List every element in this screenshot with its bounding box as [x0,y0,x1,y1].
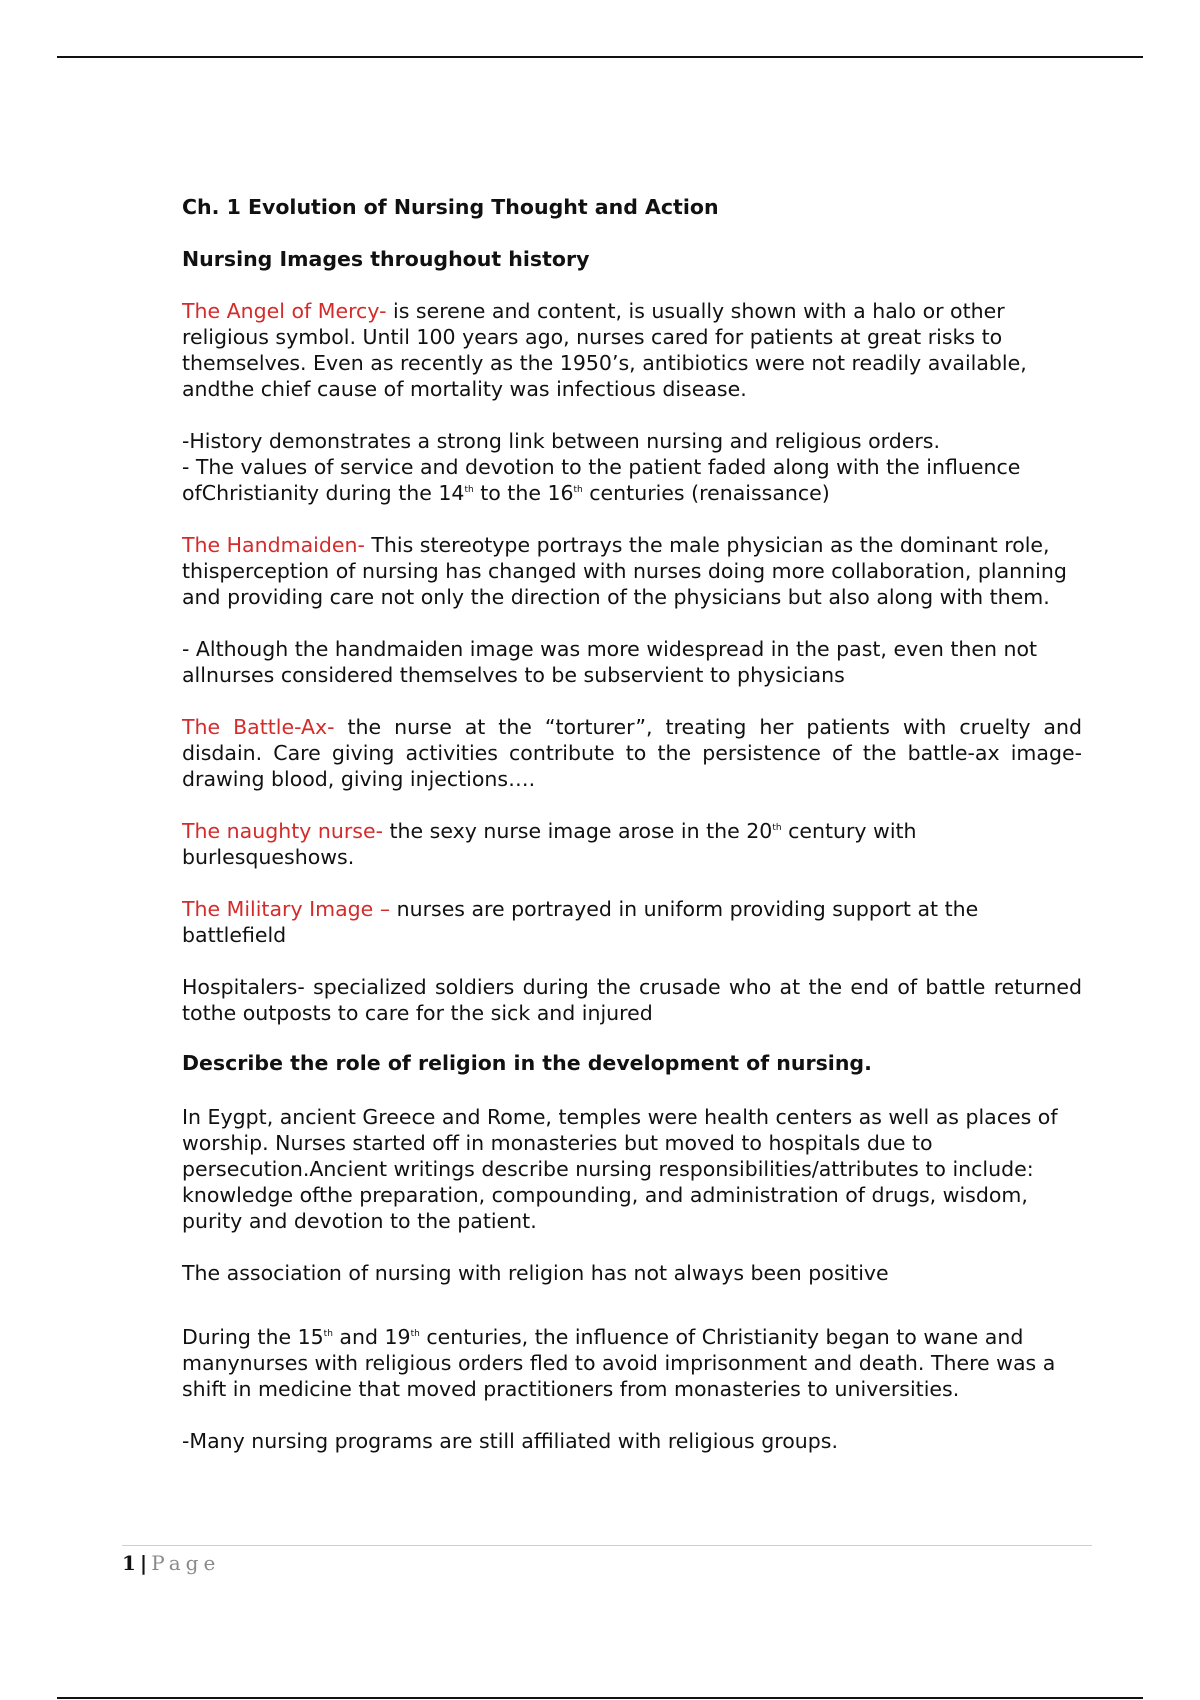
military-paragraph [182,896,1082,948]
military-label: The Military Image – [182,897,391,921]
handmaiden-note: - Although the handmaiden image was more widespread in the past, even then not allnurses considered themselves to be subservient to physicians [182,637,1038,687]
religion-paragraph-3 [182,1324,1082,1402]
battleax-label: The Battle-Ax- [182,715,335,739]
top-rule [57,56,1143,58]
religion-paragraph-1: In Eygpt, ancient Greece and Rome, temples were health centers as well as places of worship. Nurses started off in monasteries but moved to hospitals due to persecution.Ancient writings describe nursing responsibilities/attributes to include: knowledge ofthe preparation, compounding, and administration of drugs, wisdom, purity and devotion to the patient. [182,1105,1058,1233]
religion-heading: Describe the role of religion in the development of nursing. [182,1051,872,1075]
chapter-title: Ch. 1 Evolution of Nursing Thought and Action [182,195,719,219]
footer-separator: | [139,1551,148,1575]
bottom-rule [57,1697,1143,1699]
naughty-sup: th [772,823,782,833]
handmaiden-paragraph [182,532,1082,610]
naughty-text-b: century with burlesqueshows. [182,819,917,869]
page-footer [122,1550,220,1576]
angel-text: is serene and content, is usually shown with a halo or other religious symbol. Until 100 years ago, nurses cared for patients at great risks to themselves. Even as recently as the 1950’s, antibiotics were not readily available, andthe chief cause of mortality was infectious disease. [182,299,1027,401]
history-note-2 [182,454,1082,506]
section-heading: Nursing Images throughout history [182,247,590,271]
religion-paragraph-4: -Many nursing programs are still affiliated with religious groups. [182,1429,838,1453]
naughty-text-a: the sexy nurse image arose in the 20 [383,819,773,843]
page-number: 1 [122,1551,136,1575]
page-label: Page [151,1551,221,1575]
handmaiden-text: This stereotype portrays the male physician as the dominant role, thisperception of nursing has changed with nurses doing more collaboration, planning and providing care not only the direction of the physicians but also along with them. [182,533,1067,609]
religion-paragraph-3-sup1: th [323,1329,333,1339]
naughty-label: The naughty nurse- [182,819,383,843]
hospitalers-paragraph: Hospitalers- specialized soldiers during the crusade who at the end of battle returned tothe outposts to care for the sick and injured [182,975,1082,1025]
handmaiden-label: The Handmaiden- [182,533,365,557]
footer-rule [122,1545,1092,1546]
history-note-1: -History demonstrates a strong link between nursing and religious orders. [182,429,940,453]
history-note-2-sup2: th [573,485,583,495]
page-content [182,194,1082,1454]
religion-paragraph-3-sup2: th [410,1329,420,1339]
history-note-2-c: centuries (renaissance) [582,481,830,505]
battleax-paragraph [182,714,1082,792]
angel-paragraph [182,298,1082,402]
military-text: nurses are portrayed in uniform providing support at the battlefield [182,897,979,947]
religion-paragraph-3-c: centuries, the influence of Christianity began to wane and manynurses with religious orders fled to avoid imprisonment and death. There was a shift in medicine that moved practitioners from monasteries to universities. [182,1325,1056,1401]
religion-paragraph-2: The association of nursing with religion has not always been positive [182,1261,889,1285]
history-note-2-a: - The values of service and devotion to the patient faded along with the influence ofChristianity during the 14 [182,455,1021,505]
history-note-2-b: to the 16 [473,481,574,505]
religion-paragraph-3-b: and 19 [332,1325,411,1349]
naughty-paragraph [182,818,1082,870]
religion-paragraph-3-a: During the 15 [182,1325,324,1349]
history-note-2-sup1: th [464,485,474,495]
battleax-text: the nurse at the “torturer”, treating her patients with cruelty and disdain. Care giving activities contribute to the persistence of the battle-ax image- drawing blood, giving injections…. [182,715,1082,791]
angel-label: The Angel of Mercy- [182,299,387,323]
